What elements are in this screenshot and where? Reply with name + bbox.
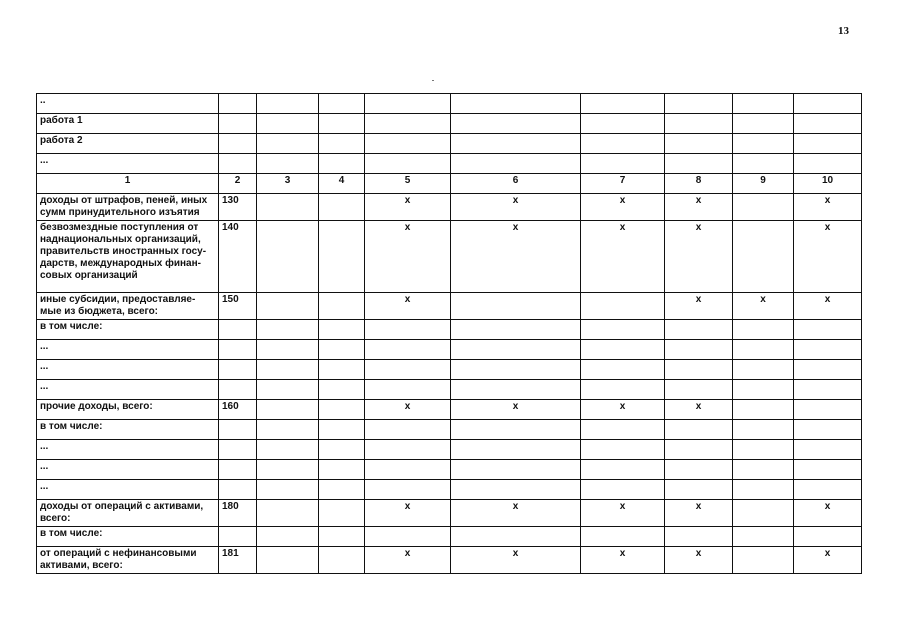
row-code xyxy=(219,320,257,340)
table-row xyxy=(37,293,862,320)
cell-col-3 xyxy=(257,380,319,400)
cell-col-7 xyxy=(581,380,665,400)
cell-col-3 xyxy=(257,221,319,293)
cell-col-4 xyxy=(319,114,365,134)
row-label: работа 2 xyxy=(37,134,219,154)
cell-col-10 xyxy=(794,134,862,154)
row-label: иные субсидии, предоставляе-мые из бюджета, всего: xyxy=(37,293,219,320)
report-table xyxy=(36,93,862,574)
cell-col-4 xyxy=(319,154,365,174)
cell-col-10: 10 xyxy=(794,174,862,194)
cell-col-9 xyxy=(733,320,794,340)
cell-col-8 xyxy=(665,154,733,174)
cell-col-9 xyxy=(733,547,794,574)
cell-col-5 xyxy=(365,420,451,440)
cell-col-6: x xyxy=(451,194,581,221)
cell-col-10 xyxy=(794,340,862,360)
table-row xyxy=(37,134,862,154)
cell-col-7 xyxy=(581,440,665,460)
table-row xyxy=(37,194,862,221)
table-row xyxy=(37,420,862,440)
cell-col-3 xyxy=(257,440,319,460)
cell-col-8 xyxy=(665,480,733,500)
cell-col-9: x xyxy=(733,293,794,320)
cell-col-8: x xyxy=(665,500,733,527)
cell-col-10: x xyxy=(794,293,862,320)
row-label: ... xyxy=(37,380,219,400)
cell-col-4 xyxy=(319,380,365,400)
cell-col-4: 4 xyxy=(319,174,365,194)
cell-col-9 xyxy=(733,340,794,360)
cell-col-8: x xyxy=(665,293,733,320)
cell-col-8 xyxy=(665,420,733,440)
cell-col-9 xyxy=(733,480,794,500)
cell-col-7: 7 xyxy=(581,174,665,194)
cell-col-6 xyxy=(451,94,581,114)
cell-col-8: 8 xyxy=(665,174,733,194)
cell-col-9 xyxy=(733,460,794,480)
table-row xyxy=(37,114,862,134)
table-row xyxy=(37,480,862,500)
row-code xyxy=(219,527,257,547)
cell-col-4 xyxy=(319,440,365,460)
cell-col-8: x xyxy=(665,400,733,420)
cell-col-6 xyxy=(451,420,581,440)
cell-col-9 xyxy=(733,400,794,420)
row-code xyxy=(219,360,257,380)
cell-col-8 xyxy=(665,360,733,380)
cell-col-3 xyxy=(257,400,319,420)
cell-col-7 xyxy=(581,420,665,440)
cell-col-3 xyxy=(257,420,319,440)
row-label: 1 xyxy=(37,174,219,194)
cell-col-5: x xyxy=(365,547,451,574)
row-code: 130 xyxy=(219,194,257,221)
row-code xyxy=(219,480,257,500)
cell-col-6 xyxy=(451,440,581,460)
cell-col-9 xyxy=(733,221,794,293)
row-label: доходы от операций с активами, всего: xyxy=(37,500,219,527)
cell-col-6: x xyxy=(451,547,581,574)
cell-col-7: x xyxy=(581,194,665,221)
cell-col-9 xyxy=(733,154,794,174)
cell-col-6 xyxy=(451,154,581,174)
cell-col-9 xyxy=(733,360,794,380)
cell-col-5: x xyxy=(365,194,451,221)
table-row xyxy=(37,221,862,293)
cell-col-8 xyxy=(665,94,733,114)
cell-col-4 xyxy=(319,500,365,527)
cell-col-10 xyxy=(794,527,862,547)
row-label: ... xyxy=(37,480,219,500)
table-row xyxy=(37,460,862,480)
table-row xyxy=(37,154,862,174)
cell-col-4 xyxy=(319,320,365,340)
cell-col-5 xyxy=(365,360,451,380)
row-code xyxy=(219,94,257,114)
cell-col-9 xyxy=(733,380,794,400)
row-label: ... xyxy=(37,154,219,174)
page-number: 13 xyxy=(838,25,849,37)
row-label: доходы от штрафов, пеней, иных сумм принудительного изъятия xyxy=(37,194,219,221)
cell-col-5: x xyxy=(365,400,451,420)
cell-col-5 xyxy=(365,320,451,340)
cell-col-4 xyxy=(319,527,365,547)
row-code xyxy=(219,420,257,440)
cell-col-6: x xyxy=(451,221,581,293)
row-label: безвозмездные поступления от наднациональных организаций, правительств иностранных госу-дарств, международных финан-совых организаций xyxy=(37,221,219,293)
cell-col-8 xyxy=(665,527,733,547)
cell-col-5: x xyxy=(365,221,451,293)
cell-col-6 xyxy=(451,460,581,480)
cell-col-10 xyxy=(794,420,862,440)
cell-col-8 xyxy=(665,320,733,340)
cell-col-5 xyxy=(365,134,451,154)
cell-col-3 xyxy=(257,480,319,500)
row-code: 180 xyxy=(219,500,257,527)
table-row xyxy=(37,340,862,360)
cell-col-9 xyxy=(733,440,794,460)
row-label: ... xyxy=(37,440,219,460)
cell-col-7 xyxy=(581,94,665,114)
cell-col-8: x xyxy=(665,547,733,574)
table-row xyxy=(37,360,862,380)
cell-col-10 xyxy=(794,320,862,340)
row-code xyxy=(219,134,257,154)
cell-col-4 xyxy=(319,221,365,293)
cell-col-7 xyxy=(581,340,665,360)
cell-col-5 xyxy=(365,380,451,400)
column-numbers-row xyxy=(37,174,862,194)
cell-col-8 xyxy=(665,134,733,154)
cell-col-6 xyxy=(451,340,581,360)
cell-col-5 xyxy=(365,154,451,174)
cell-col-4 xyxy=(319,340,365,360)
row-code xyxy=(219,380,257,400)
cell-col-5 xyxy=(365,340,451,360)
cell-col-6 xyxy=(451,360,581,380)
table-row xyxy=(37,527,862,547)
cell-col-7: x xyxy=(581,221,665,293)
cell-col-9 xyxy=(733,420,794,440)
cell-col-4 xyxy=(319,94,365,114)
report-table-body xyxy=(37,94,862,574)
row-label: ... xyxy=(37,340,219,360)
row-label: ... xyxy=(37,460,219,480)
cell-col-3 xyxy=(257,134,319,154)
cell-col-3 xyxy=(257,94,319,114)
row-label: в том числе: xyxy=(37,420,219,440)
cell-col-3 xyxy=(257,547,319,574)
row-label: в том числе: xyxy=(37,527,219,547)
cell-col-9 xyxy=(733,114,794,134)
table-row xyxy=(37,440,862,460)
cell-col-10: x xyxy=(794,194,862,221)
cell-col-4 xyxy=(319,360,365,380)
row-label: ... xyxy=(37,360,219,380)
cell-col-6: 6 xyxy=(451,174,581,194)
cell-col-8: x xyxy=(665,221,733,293)
cell-col-10 xyxy=(794,360,862,380)
row-code: 140 xyxy=(219,221,257,293)
cell-col-7: x xyxy=(581,547,665,574)
cell-col-6 xyxy=(451,480,581,500)
cell-col-3 xyxy=(257,114,319,134)
table-row xyxy=(37,380,862,400)
cell-col-5: x xyxy=(365,500,451,527)
cell-col-3 xyxy=(257,500,319,527)
cell-col-7: x xyxy=(581,500,665,527)
cell-col-8 xyxy=(665,114,733,134)
cell-col-3 xyxy=(257,154,319,174)
cell-col-5 xyxy=(365,460,451,480)
table-row xyxy=(37,547,862,574)
cell-col-8 xyxy=(665,460,733,480)
scan-speck xyxy=(432,80,434,81)
cell-col-10: x xyxy=(794,221,862,293)
cell-col-6 xyxy=(451,134,581,154)
cell-col-9: 9 xyxy=(733,174,794,194)
cell-col-8 xyxy=(665,380,733,400)
row-code: 160 xyxy=(219,400,257,420)
cell-col-10 xyxy=(794,440,862,460)
cell-col-4 xyxy=(319,194,365,221)
cell-col-6 xyxy=(451,114,581,134)
cell-col-10 xyxy=(794,94,862,114)
cell-col-6 xyxy=(451,293,581,320)
table-row xyxy=(37,320,862,340)
cell-col-5 xyxy=(365,94,451,114)
cell-col-5: 5 xyxy=(365,174,451,194)
cell-col-7 xyxy=(581,480,665,500)
cell-col-4 xyxy=(319,134,365,154)
cell-col-7 xyxy=(581,154,665,174)
cell-col-4 xyxy=(319,460,365,480)
cell-col-7 xyxy=(581,134,665,154)
cell-col-8 xyxy=(665,440,733,460)
row-code xyxy=(219,440,257,460)
row-code xyxy=(219,154,257,174)
cell-col-5 xyxy=(365,527,451,547)
cell-col-3 xyxy=(257,194,319,221)
table-row xyxy=(37,500,862,527)
cell-col-4 xyxy=(319,400,365,420)
cell-col-10 xyxy=(794,400,862,420)
cell-col-10: x xyxy=(794,547,862,574)
row-label: от операций с нефинансовыми активами, всего: xyxy=(37,547,219,574)
cell-col-9 xyxy=(733,94,794,114)
cell-col-4 xyxy=(319,293,365,320)
cell-col-7 xyxy=(581,527,665,547)
cell-col-6 xyxy=(451,527,581,547)
cell-col-6 xyxy=(451,380,581,400)
cell-col-3: 3 xyxy=(257,174,319,194)
cell-col-9 xyxy=(733,194,794,221)
table-row xyxy=(37,94,862,114)
cell-col-10 xyxy=(794,154,862,174)
cell-col-3 xyxy=(257,293,319,320)
row-code: 2 xyxy=(219,174,257,194)
cell-col-7 xyxy=(581,460,665,480)
cell-col-7: x xyxy=(581,400,665,420)
cell-col-10 xyxy=(794,480,862,500)
cell-col-5 xyxy=(365,440,451,460)
cell-col-3 xyxy=(257,320,319,340)
cell-col-6: x xyxy=(451,400,581,420)
cell-col-4 xyxy=(319,480,365,500)
row-label: в том числе: xyxy=(37,320,219,340)
cell-col-10 xyxy=(794,460,862,480)
cell-col-8: x xyxy=(665,194,733,221)
row-label: .. xyxy=(37,94,219,114)
cell-col-7 xyxy=(581,114,665,134)
cell-col-9 xyxy=(733,500,794,527)
cell-col-3 xyxy=(257,527,319,547)
cell-col-4 xyxy=(319,420,365,440)
cell-col-5: x xyxy=(365,293,451,320)
cell-col-8 xyxy=(665,340,733,360)
cell-col-4 xyxy=(319,547,365,574)
cell-col-9 xyxy=(733,134,794,154)
cell-col-7 xyxy=(581,320,665,340)
row-code: 150 xyxy=(219,293,257,320)
cell-col-5 xyxy=(365,480,451,500)
row-code: 181 xyxy=(219,547,257,574)
cell-col-7 xyxy=(581,293,665,320)
cell-col-6: x xyxy=(451,500,581,527)
cell-col-3 xyxy=(257,340,319,360)
cell-col-10 xyxy=(794,380,862,400)
row-code xyxy=(219,340,257,360)
cell-col-3 xyxy=(257,360,319,380)
cell-col-3 xyxy=(257,460,319,480)
cell-col-7 xyxy=(581,360,665,380)
cell-col-5 xyxy=(365,114,451,134)
cell-col-10 xyxy=(794,114,862,134)
row-label: работа 1 xyxy=(37,114,219,134)
row-label: прочие доходы, всего: xyxy=(37,400,219,420)
cell-col-9 xyxy=(733,527,794,547)
table-row xyxy=(37,400,862,420)
row-code xyxy=(219,460,257,480)
cell-col-6 xyxy=(451,320,581,340)
cell-col-10: x xyxy=(794,500,862,527)
row-code xyxy=(219,114,257,134)
